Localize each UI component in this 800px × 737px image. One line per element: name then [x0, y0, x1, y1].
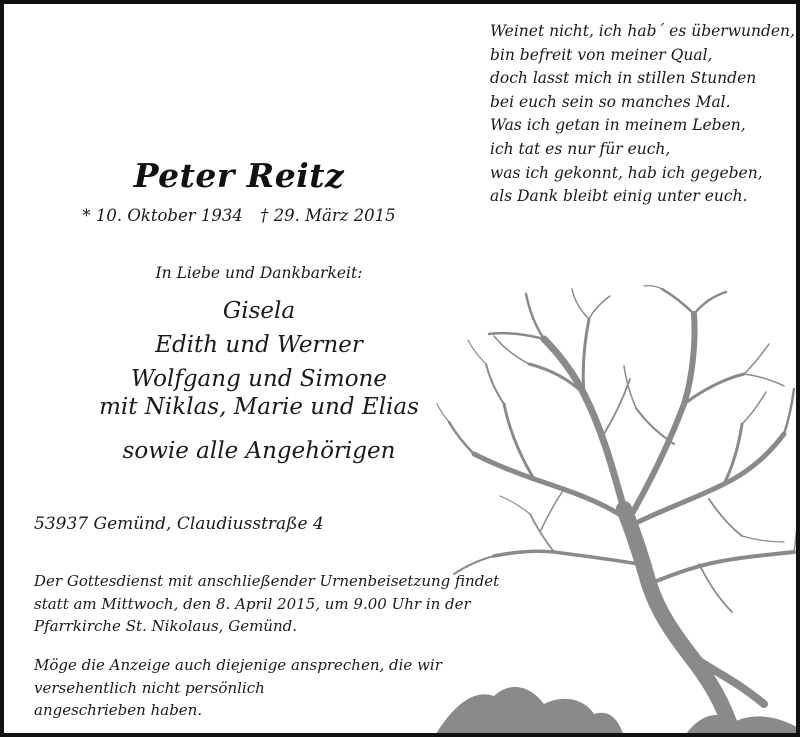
note-line: angeschrieben haben. [34, 701, 203, 719]
mourner-line: Wolfgang und Simone [131, 366, 387, 392]
service-line: statt am Mittwoch, den 8. April 2015, um 9.00 Uhr in der [34, 594, 471, 613]
mourner-line: mit Niklas, Marie und Elias [99, 394, 419, 420]
poem [490, 20, 795, 209]
mourners-intro: In Liebe und Dankbarkeit: [155, 264, 363, 282]
poem-line: doch lasst mich in stillen Stunden [490, 69, 757, 88]
poem-line: Was ich getan in meinem Leben, [490, 116, 746, 135]
note-line: versehentlich nicht persönlich [34, 678, 265, 697]
tree-silhouette-icon [434, 284, 800, 737]
poem-line: bin befreit von meiner Qual, [490, 45, 713, 64]
deceased-name: Peter Reitz [133, 156, 345, 195]
mourner-line: Gisela [222, 298, 296, 324]
poem-line: ich tat es nur für euch, [490, 139, 671, 158]
service-line: Pfarrkirche St. Nikolaus, Gemünd. [34, 617, 297, 635]
service-info [34, 570, 500, 638]
poem-line: als Dank bleibt einig unter euch. [490, 187, 748, 206]
poem-line: bei euch sein so manches Mal. [490, 92, 731, 111]
poem-line: Weinet nicht, ich hab´ es überwunden, [490, 22, 795, 40]
family-address: 53937 Gemünd, Claudiusstraße 4 [34, 514, 324, 534]
mourner-line: sowie alle Angehörigen [122, 438, 396, 464]
life-dates [4, 206, 474, 225]
poem-line: was ich gekonnt, hab ich gegeben, [490, 163, 763, 182]
note-line: Möge die Anzeige auch diejenige ansprechen, die wir [34, 656, 442, 674]
mourner-line: Edith und Werner [155, 332, 363, 358]
closing-note [34, 654, 484, 722]
death-date: † 29. März 2015 [260, 206, 396, 225]
service-line: Der Gottesdienst mit anschließender Urnenbeisetzung findet [34, 572, 500, 590]
birth-date: * 10. Oktober 1934 [82, 206, 243, 225]
